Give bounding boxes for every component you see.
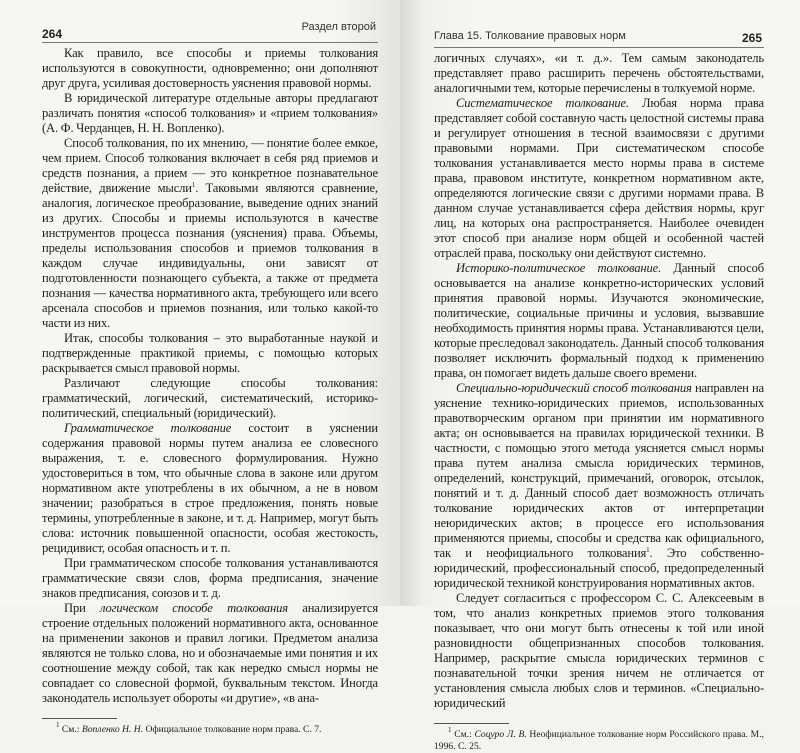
italic-term: Историко-политическое толкование. xyxy=(456,261,662,275)
header-rule xyxy=(434,47,764,48)
italic-term: Вопленко Н. Н. xyxy=(81,724,144,735)
text-run: анализируется строение отдельных положений нормативного акта, основанное на применении законов и правил логики. Предметом анализа являются не только слова, но и обозначаемые ими понятия и их соотношение между собой, так как нередко смысл нормы не совпадает со словесной формой, буквальным текстом. Иногда законодатель использует обороты «и другие», «в ана- xyxy=(42,601,378,705)
text-run: Неофициальное толкование норм Российского права. М., 1996. С. 25. xyxy=(434,729,764,752)
running-header: Глава 15. Толкование правовых норм xyxy=(434,30,626,42)
text-run: См.: xyxy=(451,729,475,740)
text-column xyxy=(42,46,378,736)
paragraph xyxy=(42,91,378,136)
text-run: Любая норма права представляет собой составную часть целостной системы права и регулирует отношения в тесной взаимосвязи с другими правовыми нормами. При систематическом способе толкования устанавливается место нормы права в системе права, правовом институте, конкретном нормативном акте, определяются логические связи с другими нормами права. В данном случае устанавливается сфера действия нормы, круг лиц, на которых она распространяется. Наиболее очевиден этот способ при анализе норм общей и особенной частей отраслей права, поскольку они действуют системно. xyxy=(434,96,764,260)
text-run: Различают следующие способы толкования: грамматический, логический, систематический, историко-политический, специальный (юридический). xyxy=(42,376,378,420)
footnote-marker: 1 xyxy=(191,181,196,189)
footnote xyxy=(42,721,378,736)
footnote-marker: 1 xyxy=(56,721,60,729)
paragraph xyxy=(42,136,378,331)
text-run: Как правило, все способы и приемы толкования используются в совокупности, одновременно; они дополняют друг друга, усиливая достоверность уяснения правовой нормы. xyxy=(42,46,378,90)
italic-term: логическом способе толкования xyxy=(100,601,288,615)
footnote xyxy=(434,726,764,753)
right-page xyxy=(400,0,800,752)
paragraph xyxy=(42,421,378,556)
left-page xyxy=(0,0,400,735)
text-run: В юридической литературе отдельные авторы предлагают различать понятия «способ толкования» и «прием толкования» (А. Ф. Черданцев, Н. Н. Вопленко). xyxy=(42,91,378,135)
footnote-rule xyxy=(42,718,117,719)
paragraph xyxy=(42,331,378,376)
paragraph xyxy=(42,601,378,706)
text-run: При xyxy=(64,601,101,615)
text-run: направлен на уяснение технико-юридических приемов, использованных правотворческим органом при принятии им нормативного акта; он основывается на правилах юридической техники. В частности, с помощью этого метода уясняется смысл нормы права путем анализа смысла юридических терминов, определений, конструкций, примечаний, оговорок, отсылок, понятий и т. д. Данный способ дает возможность отличать толкование юридических актов от интерпретации неюридических актов; в процессе его использования применяются приемы, способы и средства как официального, так и неофициального толкования xyxy=(434,381,764,560)
text-run: Данный способ основывается на анализе конкретно-исторических условий принятия правовой нормы. Изучаются экономические, политические, социальные причины и условия, вызвавшие необходимость принятия нормы права. Устанавливаются цели, которые преследовал законодатель. Данный способ толкования позволяет исключить формальный подход к применению права, он помогает видеть дальше своего времени. xyxy=(434,261,764,380)
text-run: . Это собственно-юридический, профессиональный способ, предопределенный юридической техникой конструирования нормативных актов. xyxy=(434,546,764,590)
italic-term: Специально-юридический способ толкования xyxy=(456,381,692,395)
text-run: При грамматическом способе толкования устанавливаются грамматические связи слов, форма предписания, значение знаков предписания, союзов и т. д. xyxy=(42,556,378,600)
paragraph xyxy=(434,591,764,711)
text-run: Способ толкования, по их мнению, — понятие более емкое, чем прием. Способ толкования включает в себя ряд приемов и средств познания, а прием — это конкретное познавательное действие, движение мысли xyxy=(42,136,378,195)
italic-term: Грамматическое толкование xyxy=(64,421,232,435)
page-number: 265 xyxy=(741,31,762,45)
text-run: . Таковыми являются сравнение, аналогия, логическое преобразование, выведение одних знаний из других. Способы и приемы используются в качестве инструментов процесса познания (уяснения) права. Объемы, пределы использования способов и приемов толкования в каждом случае индивидуальны, они зависят от подготовленности познающего субъекта, а также от предмета познания — качества нормативного акта, требующего или всего арсенала способов и приемов познания, или только какой-то части из них. xyxy=(42,181,378,330)
footnote-marker: 1 xyxy=(646,546,650,554)
paragraph xyxy=(434,261,764,381)
text-run: Итак, способы толкования – это выработанные наукой и подтвержденные практикой приемы, с помощью которых раскрывается смысл правовой нормы. xyxy=(42,331,378,375)
header-rule xyxy=(42,42,378,43)
italic-term: Соцуро Л. В. xyxy=(474,729,527,740)
footnote-rule xyxy=(434,723,509,724)
paragraph xyxy=(434,51,764,96)
running-header: Раздел второй xyxy=(301,21,376,33)
page-number: 264 xyxy=(42,27,63,41)
text-run: См.: xyxy=(59,724,82,735)
paragraph xyxy=(42,376,378,421)
text-run: логичных случаях», «и т. д.». Тем самым законодатель представляет право расширить перечень обстоятельствами, аналогичными тем, которые перечислены в толкуемой норме. xyxy=(434,51,764,95)
paragraph xyxy=(42,556,378,601)
paragraph xyxy=(42,46,378,91)
text-run: состоит в уяснении содержания правовой нормы путем анализа ее словесного выражения, т. е. словесного формулирования. Нужно удостовериться в том, что обычные слова в законе или другом нормативном акте употреблены в их обычном, а не в новом значении; разобраться в строе предложения, понять новые термины, употребленные в законе, и т. д. Например, могут быть слова: источник повышенной опасности, особая жестокость, рецидивист, особая опасность и т. п. xyxy=(42,421,378,555)
paragraph xyxy=(434,381,764,591)
text-run: Официальное толкование норм права. С. 7. xyxy=(143,724,322,735)
text-run: Следует согласиться с профессором С. С. Алексеевым в том, что анализ конкретных приемов этого толкования показывает, что они могут быть отнесены к той или иной разновидности общепризнанных способов толкования. Например, раскрытие смысла юридических терминов с познавательной точки зрения ничем не отличается от установления смысла любых слов и терминов. «Специально-юридический xyxy=(434,591,764,710)
body-text xyxy=(42,46,378,706)
paragraph xyxy=(434,96,764,261)
text-column xyxy=(434,51,764,753)
footnote-marker: 1 xyxy=(448,726,452,734)
body-text xyxy=(434,51,764,711)
italic-term: Систематическое толкование. xyxy=(456,96,629,110)
